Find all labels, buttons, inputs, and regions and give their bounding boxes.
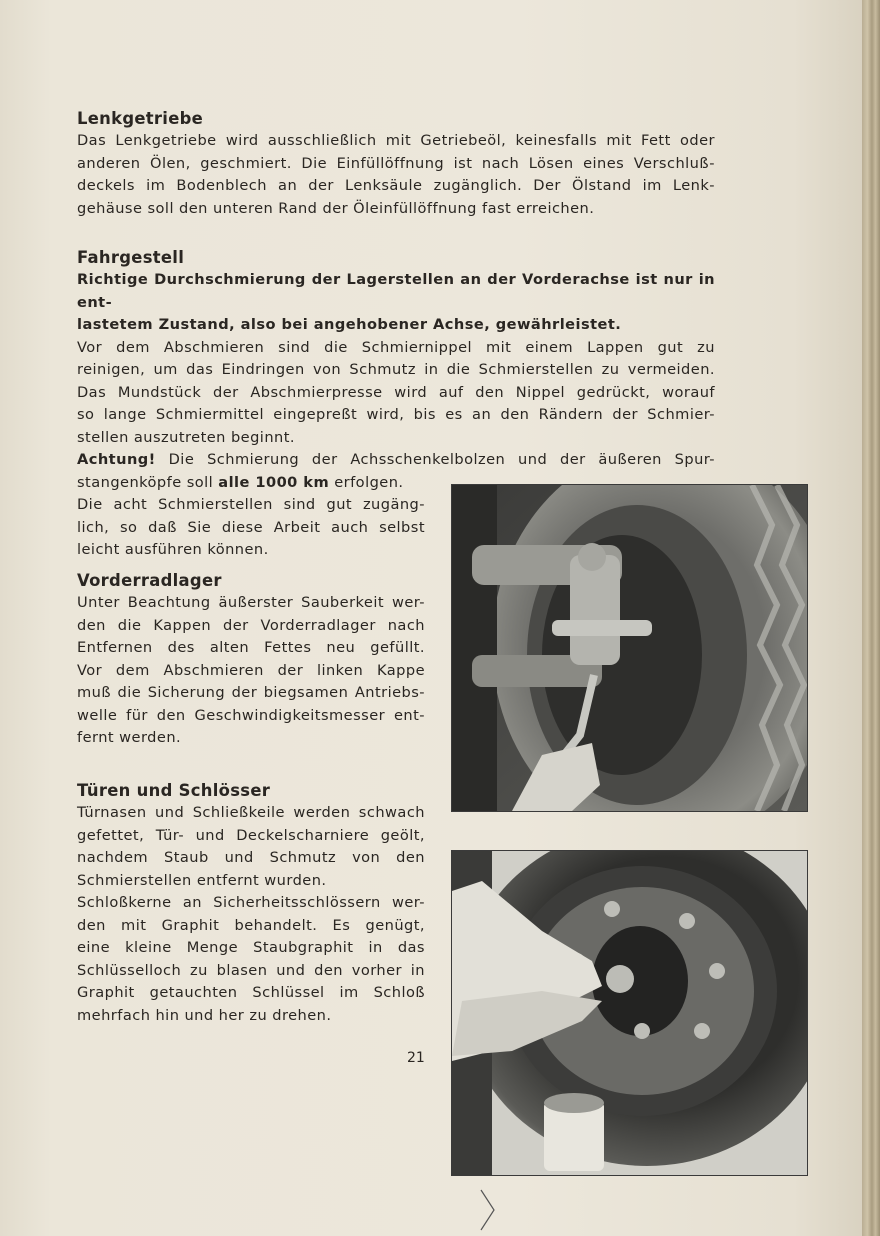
- text-line: reinigen, um das Eindringen von Schmutz in die Schmierstellen zu vermeiden.: [77, 361, 715, 378]
- text-line: Die acht Schmierstellen sind gut zugäng-: [77, 496, 425, 513]
- section-lenkgetriebe: [77, 108, 715, 220]
- photo-front-axle-image: [452, 485, 807, 811]
- text-line: den die Kappen der Vorderradlager nach: [77, 616, 425, 634]
- page-turn-chevron-icon: [478, 1188, 498, 1232]
- text-line: so lange Schmiermittel eingepreßt wird, bis es an den Rändern der Schmier-: [77, 406, 715, 423]
- text-line: mehrfach hin und her zu drehen.: [77, 1006, 332, 1024]
- text-line: Graphit getauchten Schlüssel im Schloß: [77, 984, 425, 1001]
- text-line: stellen auszutreten beginnt.: [77, 428, 295, 446]
- text-span: stangenköpfe soll: [77, 473, 214, 491]
- text-line: lich, so daß Sie diese Arbeit auch selbst: [77, 518, 425, 536]
- photo-front-axle-greasing: [451, 484, 808, 812]
- text-span: erfolgen.: [334, 473, 404, 491]
- interval-bold: alle 1000 km: [218, 473, 330, 491]
- photo-wheel-bearing-image: [452, 851, 807, 1175]
- text-line: Türnasen und Schließkeile werden schwach: [77, 804, 425, 821]
- text-line: eine kleine Menge Staubgraphit in das: [77, 939, 425, 956]
- heading-fahrgestell: Fahrgestell: [77, 248, 185, 267]
- text-line: Vor dem Abschmieren der linken Kappe: [77, 661, 425, 679]
- text-line: Das Mundstück der Abschmierpresse wird auf den Nippel gedrückt, worauf: [77, 383, 715, 401]
- text-line: fernt werden.: [77, 729, 182, 746]
- text-line: Entfernen des alten Fettes neu gefüllt.: [77, 639, 425, 656]
- text-line: Schloßkerne an Sicherheitsschlössern wer-: [77, 894, 425, 911]
- achtung-label: Achtung!: [77, 451, 156, 468]
- text-line: deckels im Bodenblech an der Lenksäule zugänglich. Der Ölstand im Lenk-: [77, 177, 715, 194]
- text-line: gefettet, Tür- und Deckelscharniere geölt,: [77, 826, 425, 844]
- text-line: Unter Beachtung äußerster Sauberkeit wer-: [77, 594, 425, 611]
- text-line: welle für den Geschwindigkeitsmesser ent-: [77, 706, 425, 724]
- heading-vorderradlager: Vorderradlager: [77, 571, 222, 590]
- section-vorderradlager: [77, 570, 425, 750]
- text-line: anderen Ölen, geschmiert. Die Einfüllöffnung ist nach Lösen eines Verschluß-: [77, 154, 715, 172]
- text-line: gehäuse soll den unteren Rand der Öleinfüllöffnung fast erreichen.: [77, 199, 595, 217]
- text-line: nachdem Staub und Schmutz von den: [77, 849, 425, 866]
- heading-tueren-schloesser: Türen und Schlösser: [77, 781, 271, 800]
- text-line: Schmierstellen entfernt wurden.: [77, 871, 327, 889]
- text-line: Vor dem Abschmieren sind die Schmiernippel mit einem Lappen gut zu: [77, 338, 715, 356]
- page-number: 21: [407, 1050, 425, 1066]
- page-edge: [862, 0, 880, 1236]
- section-tueren-schloesser: [77, 780, 425, 1027]
- photo-wheel-bearing-cap: [451, 850, 808, 1176]
- text-line: den mit Graphit behandelt. Es genügt,: [77, 916, 425, 934]
- heading-lenkgetriebe: Lenkgetriebe: [77, 109, 204, 128]
- achtung-line-2: [77, 472, 425, 495]
- achtung-text: Die Schmierung der Achsschenkelbolzen und der äußeren Spur-: [168, 451, 715, 468]
- text-line: leicht ausführen können.: [77, 541, 269, 558]
- bold-text-line: lastetem Zustand, also bei angehobener Achse, gewährleistet.: [77, 316, 622, 333]
- text-line: muß die Sicherung der biegsamen Antriebs-: [77, 684, 425, 701]
- text-line: Schlüsselloch zu blasen und den vorher in: [77, 961, 425, 979]
- bold-text-line: Richtige Durchschmierung der Lagerstellen an der Vorderachse ist nur in ent-: [77, 271, 715, 311]
- achtung-line: [77, 449, 715, 472]
- text-line: Das Lenkgetriebe wird ausschließlich mit Getriebeöl, keinesfalls mit Fett oder: [77, 132, 715, 149]
